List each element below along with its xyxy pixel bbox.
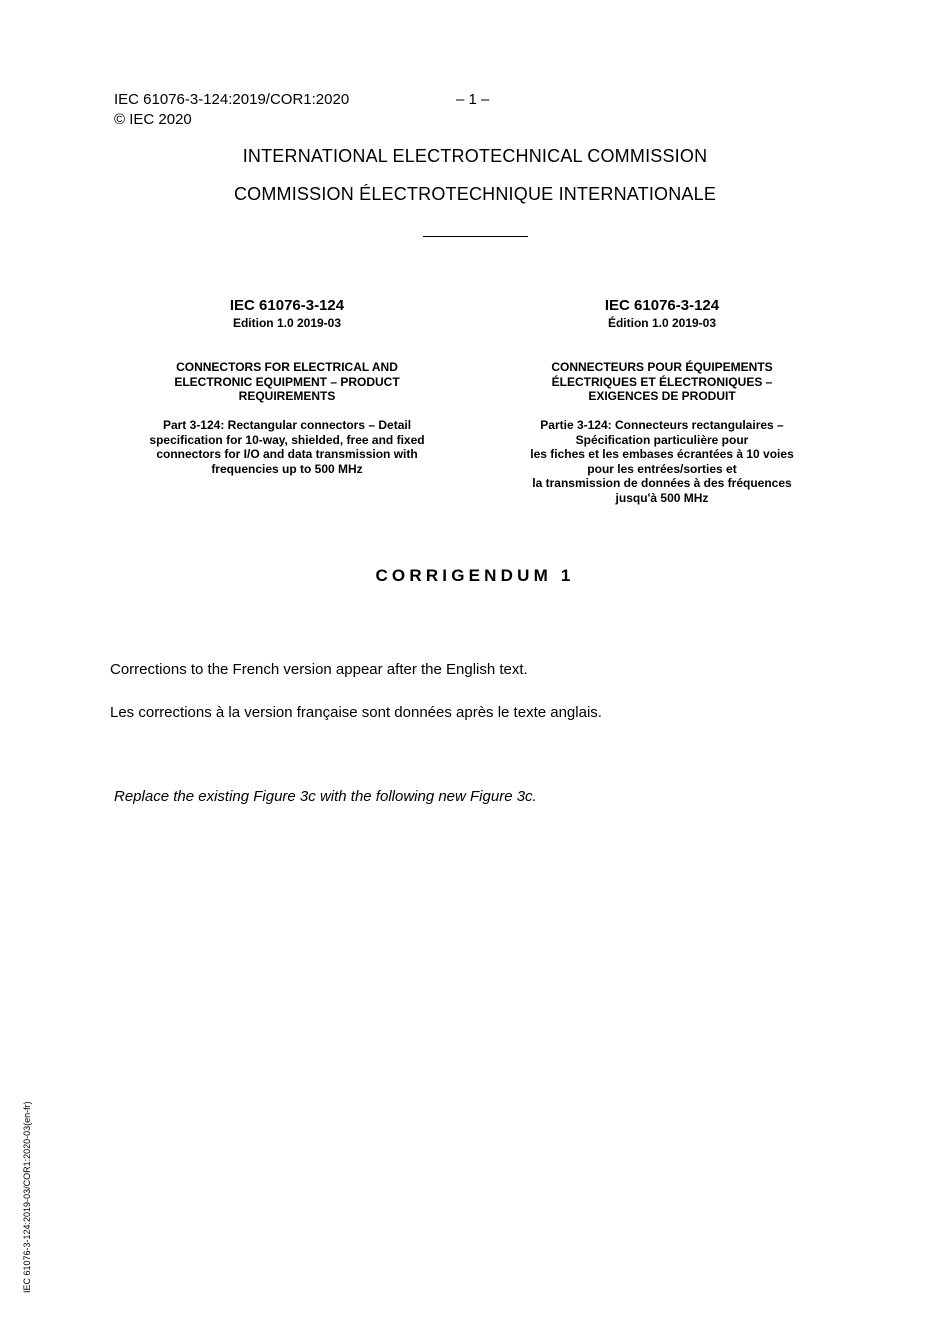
edition-english: Edition 1.0 2019-03 [232, 316, 342, 330]
part-title-english-line: specification for 10-way, shielded, free and fixed [149, 432, 425, 447]
part-title-french-line: jusqu'à 500 MHz [615, 490, 709, 505]
part-title-french-line: pour les entrées/sorties et [587, 461, 737, 476]
page-number: – 1 – [456, 91, 490, 108]
standard-number-french: IEC 61076-3-124 [604, 297, 720, 314]
standard-number-english: IEC 61076-3-124 [229, 297, 345, 314]
part-title-english-line: Part 3-124: Rectangular connectors – Detail [162, 418, 412, 432]
part-title-english-line: connectors for I/O and data transmission with [156, 447, 418, 461]
part-title-french-line: les fiches et les embases écrantées à 10 voies [530, 447, 794, 461]
part-title-french-line: la transmission de données à des fréquences [532, 476, 792, 490]
note-english: Corrections to the French version appear after the English text. [110, 661, 528, 678]
part-title-english-line: frequencies up to 500 MHz [211, 461, 363, 476]
title-english [117, 360, 457, 404]
organization-english: INTERNATIONAL ELECTROTECHNICAL COMMISSION [242, 146, 708, 166]
part-title-french-line: Spécification particulière pour [575, 432, 749, 447]
part-title-french-line: Partie 3-124: Connecteurs rectangulaires – [540, 418, 784, 432]
part-title-french [492, 418, 832, 505]
copyright: © IEC 2020 [114, 111, 192, 128]
corrigendum-heading: CORRIGENDUM 1 [375, 566, 575, 585]
title-french-line: EXIGENCES DE PRODUIT [588, 389, 736, 403]
correction-instruction: Replace the existing Figure 3c with the following new Figure 3c. [114, 788, 537, 805]
title-english-line: CONNECTORS FOR ELECTRICAL AND [176, 360, 398, 374]
part-title-english [117, 418, 457, 476]
note-french: Les corrections à la version française sont données après le texte anglais. [110, 704, 602, 721]
separator-rule [423, 236, 528, 237]
edition-french: Édition 1.0 2019-03 [607, 316, 717, 330]
side-reference: IEC 61076-3-124:2019-03/COR1:2020-03(en-fr) [22, 1101, 32, 1293]
title-english-line: ELECTRONIC EQUIPMENT – PRODUCT [174, 374, 400, 389]
header-reference: IEC 61076-3-124:2019/COR1:2020 [114, 91, 350, 108]
title-french-line: ÉLECTRIQUES ET ÉLECTRONIQUES – [551, 374, 773, 389]
title-french [492, 360, 832, 404]
title-english-line: REQUIREMENTS [238, 389, 336, 403]
organization-french: COMMISSION ÉLECTROTECHNIQUE INTERNATIONALE [233, 184, 717, 204]
title-french-line: CONNECTEURS POUR ÉQUIPEMENTS [551, 360, 773, 374]
